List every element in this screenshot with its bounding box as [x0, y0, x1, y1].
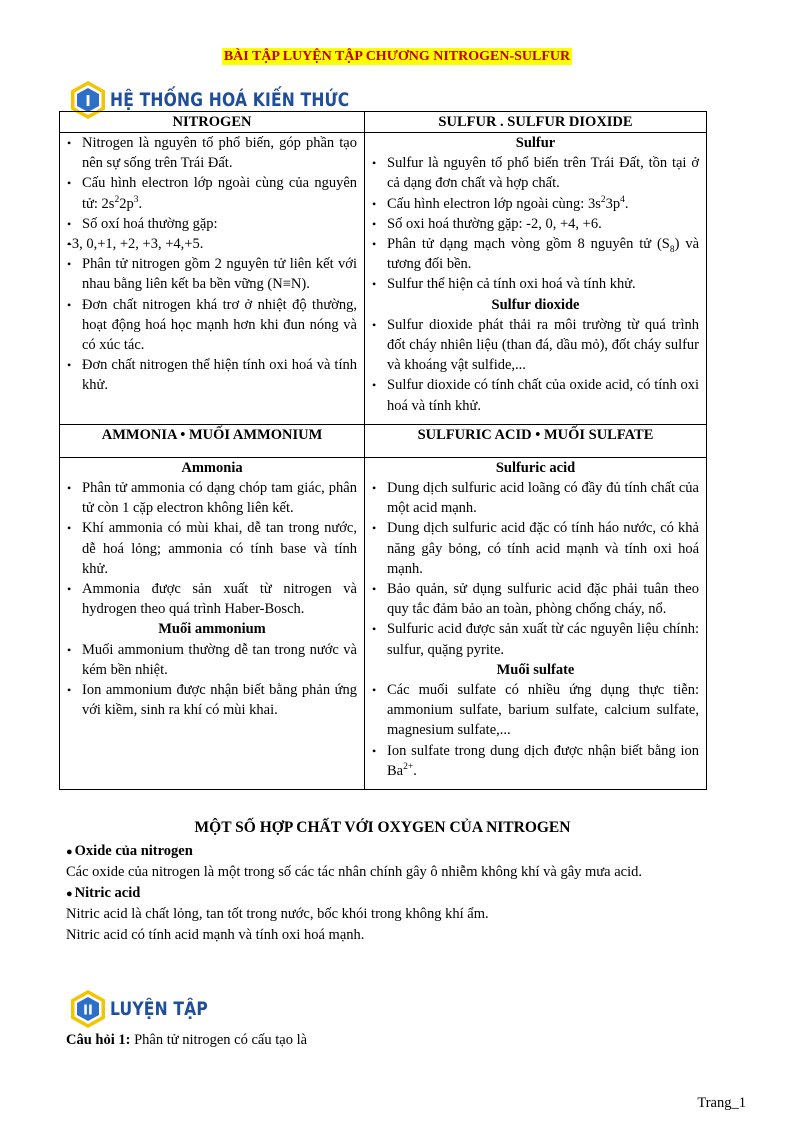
list-item: • Số oxi hoá thường gặp: -2, 0, +4, +6.	[372, 214, 699, 234]
badge-label: II	[83, 1003, 93, 1019]
list-item: • Đơn chất nitrogen thể hiện tính oxi hoá và tính khử.	[67, 355, 357, 395]
list-item: • Ion sulfate trong dung dịch được nhận biết bằng ion $Ba^{2+}$.	[372, 741, 699, 781]
ammonia-cell	[60, 457, 365, 789]
question-1	[66, 1030, 726, 1051]
sulfur-cell	[365, 133, 707, 425]
list-item: • Phân tử nitrogen gồm 2 nguyên tử liên kết với nhau bằng liên kết ba bền vững (N≡N).	[67, 254, 357, 294]
list-item-continuation	[67, 234, 357, 254]
sulfuric-subheading: Sulfuric acid	[495, 459, 576, 476]
oxide-heading	[66, 841, 726, 863]
list-item: • Cấu hình electron lớp ngoài cùng của nguyên tử: $2s^22p^3$.	[67, 173, 357, 213]
oxidation-states-text: -3, 0,+1, +2, +3, +4,+5.	[67, 236, 204, 253]
list-item: • Phân tử dạng mạch vòng gồm 8 nguyên tử $(S_8)$ và tương đối bền.	[372, 234, 699, 274]
nitric-heading-text: Nitric acid	[74, 885, 141, 901]
section-heading-text: LUYỆN TẬP	[110, 998, 209, 1020]
summary-table	[59, 111, 707, 790]
nitrogen-cell	[60, 133, 365, 425]
ammonium-subheading: Muối ammonium	[158, 621, 266, 638]
list-item: • Bảo quản, sử dụng sulfuric acid đặc phải tuân theo quy tắc đảm bảo an toàn, phòng chống cháy, nổ.	[372, 579, 699, 619]
list-item: • Cấu hình electron lớp ngoài cùng: $3s^23p^4$.	[372, 194, 699, 214]
bullet-dot-icon: ●	[66, 846, 73, 858]
sulfur-subheading: Sulfur	[515, 135, 556, 151]
sulfuric-cell	[365, 457, 707, 789]
list-item: • Ammonia được sản xuất từ nitrogen và hydrogen theo quá trình Haber-Bosch.	[67, 579, 357, 619]
oxygen-section-title: MỘT SỐ HỢP CHẤT VỚI OXYGEN CỦA NITROGEN	[194, 819, 571, 836]
list-item: • Dung dịch sulfuric acid đặc có tính háo nước, có khả năng gây bỏng, có tính acid mạnh và tính oxi hoá mạnh.	[372, 518, 699, 579]
ammonia-subheading: Ammonia	[181, 459, 243, 476]
list-item: • Dung dịch sulfuric acid loãng có đầy đủ tính chất của một acid mạnh.	[372, 478, 699, 518]
section-heading-text: HỆ THỐNG HOÁ KIẾN THỨC	[110, 89, 350, 111]
nitric-text-2: Nitric acid có tính acid mạnh và tính oxi hoá mạnh.	[66, 927, 365, 943]
list-item: • Sulfur thể hiện cả tính oxi hoá và tính khử.	[372, 274, 699, 294]
oxide-text: Các oxide của nitrogen là một trong số các tác nhân chính gây ô nhiễm không khí và gây mưa acid.	[66, 864, 643, 880]
page-number: Trang_1	[697, 1095, 746, 1111]
oxide-heading-text: Oxide của nitrogen	[74, 843, 193, 859]
list-item: • Sulfuric acid được sản xuất từ các nguyên liệu chính: sulfur, quặng pyrite.	[372, 619, 699, 659]
sulfate-subheading: Muối sulfate	[496, 661, 575, 678]
sulfuric-header: SULFURIC ACID • MUỐI SULFATE	[365, 424, 707, 457]
list-item: • Phân tử ammonia có dạng chóp tam giác, phân tử còn 1 cặp electron không liên kết.	[67, 478, 357, 518]
list-item: • Số oxí hoá thường gặp:	[67, 214, 357, 234]
sulfur-header: SULFUR . SULFUR DIOXIDE	[365, 112, 707, 133]
question-text: Phân tử nitrogen có cấu tạo là	[134, 1032, 308, 1048]
list-item: • Sulfur là nguyên tố phổ biến trên Trái Đất, tồn tại ở cả dạng đơn chất và hợp chất.	[372, 153, 699, 193]
sulfur-dioxide-subheading: Sulfur dioxide	[491, 296, 580, 313]
list-item: • Sulfur dioxide có tính chất của oxide acid, có tính oxi hoá và tính khử.	[372, 375, 699, 415]
page-title	[0, 48, 794, 65]
section-heading-2	[68, 989, 230, 1029]
page-title-text: BÀI TẬP LUYỆN TẬP CHƯƠNG NITROGEN-SULFUR	[223, 49, 571, 64]
nitrogen-header: NITROGEN	[60, 112, 365, 133]
question-label: Câu hỏi 1:	[66, 1032, 131, 1048]
nitric-heading	[66, 883, 726, 905]
ammonia-header: AMMONIA • MUỐI AMMONIUM	[60, 424, 365, 457]
nitric-text-1: Nitric acid là chất lỏng, tan tốt trong nước, bốc khói trong không khí ẩm.	[66, 906, 489, 922]
list-item: • Ion ammonium được nhận biết bằng phản ứng với kiềm, sinh ra khí có mùi khai.	[67, 680, 357, 720]
list-item: • Muối ammonium thường dễ tan trong nước và kém bền nhiệt.	[67, 640, 357, 680]
list-item: • Đơn chất nitrogen khá trơ ở nhiệt độ thường, hoạt động hoá học mạnh hơn khi đun nóng và có xúc tác.	[67, 295, 357, 356]
hexagon-badge-icon	[68, 989, 108, 1029]
list-item: • Khí ammonia có mùi khai, dễ tan trong nước, dễ hoá lỏng; ammonia có tính base và tính khử.	[67, 518, 357, 579]
list-item: • Các muối sulfate có nhiều ứng dụng thực tiễn: ammonium sulfate, barium sulfate, calcium sulfate, magnesium sulfate,...	[372, 680, 699, 741]
list-item: • Sulfur dioxide phát thải ra môi trường từ quá trình đốt cháy nhiên liệu (than đá, dầu mỏ), đốt cháy sulfur và khoáng vật sulfide,...	[372, 315, 699, 376]
badge-label: I	[85, 92, 91, 110]
bullet-dot-icon: ●	[66, 888, 73, 900]
list-item: • Nitrogen là nguyên tố phổ biến, góp phần tạo nên sự sống trên Trái Đất.	[67, 133, 357, 173]
